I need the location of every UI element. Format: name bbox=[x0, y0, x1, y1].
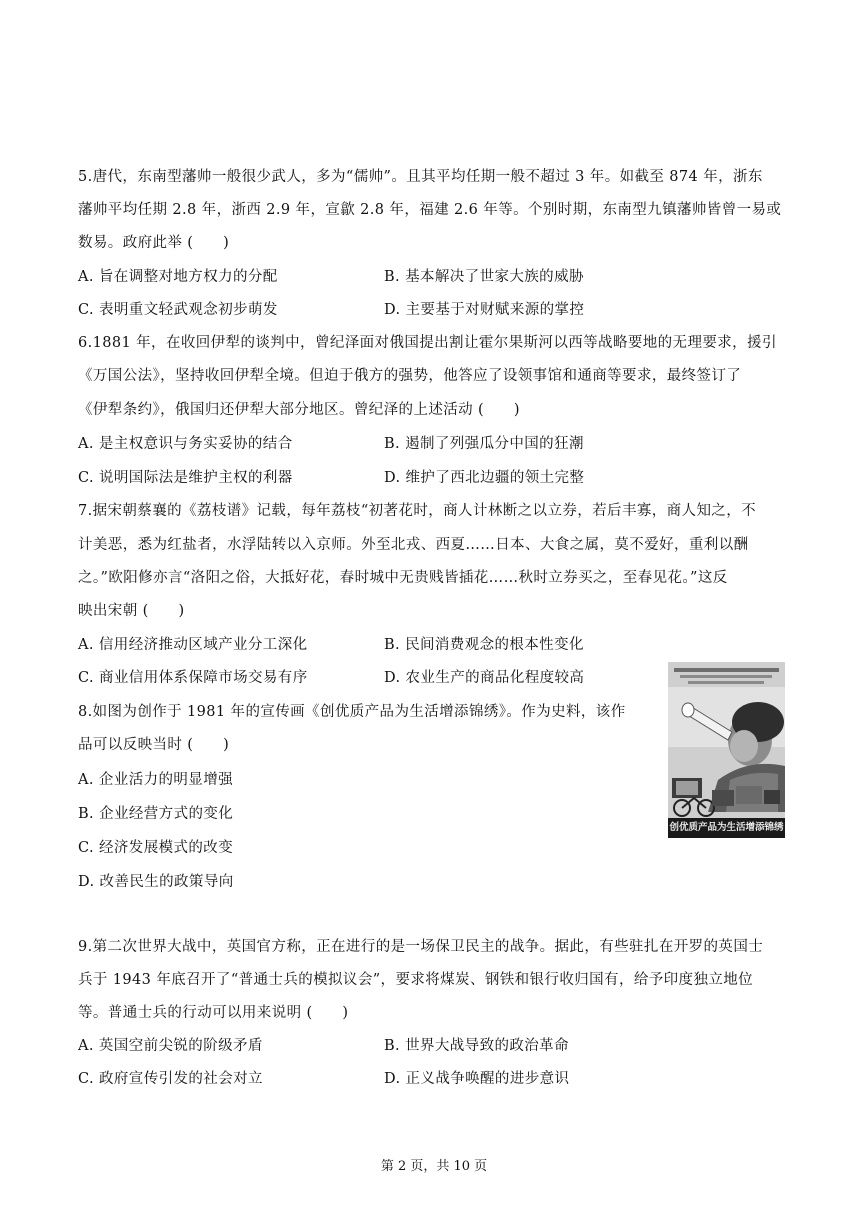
q7-option-d[interactable]: D. 农业生产的商品化程度较高 bbox=[384, 670, 585, 686]
q8-stem-line-2: 品可以反映当时 ( ) bbox=[78, 737, 230, 753]
q9-option-b[interactable]: B. 世界大战导致的政治革命 bbox=[384, 1038, 569, 1054]
q5-option-c[interactable]: C. 表明重文轻武观念初步萌发 bbox=[78, 302, 278, 318]
q8-option-c[interactable]: C. 经济发展模式的改变 bbox=[78, 840, 234, 856]
q5-option-b[interactable]: B. 基本解决了世家大族的威胁 bbox=[384, 269, 584, 285]
q5-stem-line-2: 藩帅平均任期 2.8 年，浙西 2.9 年，宣歙 2.8 年，福建 2.6 年等。个别时期，东南型九镇藩帅皆曾一易或 bbox=[78, 202, 782, 218]
page-number-footer: 第 2 页，共 10 页 bbox=[380, 1159, 488, 1174]
q9-option-d[interactable]: D. 正义战争唤醒的进步意识 bbox=[384, 1071, 570, 1087]
q8-option-b[interactable]: B. 企业经营方式的变化 bbox=[78, 806, 234, 822]
q7-stem-line-1: 7.据宋朝蔡襄的《荔枝谱》记载，每年荔枝“初著花时，商人计林断之以立券，若后丰寡，商人知之，不 bbox=[78, 503, 757, 519]
q7-option-c[interactable]: C. 商业信用体系保障市场交易有序 bbox=[78, 670, 308, 686]
poster-caption: 创优质产品为生活增添锦绣 bbox=[669, 822, 784, 833]
q7-stem-line-2: 计美恶，悉为红盐者，水浮陆转以入京师。外至北戎、西夏……日本、大食之属，莫不爱好，重利以酬 bbox=[78, 537, 749, 553]
q8-stem-line-1: 8.如图为创作于 1981 年的宣传画《创优质产品为生活增添锦绣》。作为史料，该作 bbox=[78, 704, 626, 720]
q6-option-a[interactable]: A. 是主权意识与务实妥协的结合 bbox=[78, 436, 293, 452]
q9-stem-line-2: 兵于 1943 年底召开了“普通士兵的模拟议会”，要求将煤炭、钢铁和银行收归国有，给予印度独立地位 bbox=[78, 972, 754, 988]
q7-stem-line-4: 映出宋朝 ( ) bbox=[78, 603, 185, 619]
q5-option-a[interactable]: A. 旨在调整对地方权力的分配 bbox=[78, 269, 278, 285]
q8-option-d[interactable]: D. 改善民生的政策导向 bbox=[78, 874, 234, 890]
q7-option-a[interactable]: A. 信用经济推动区域产业分工深化 bbox=[78, 637, 308, 653]
q7-option-b[interactable]: B. 民间消费观念的根本性变化 bbox=[384, 637, 584, 653]
propaganda-poster-image bbox=[668, 662, 785, 838]
q5-option-d[interactable]: D. 主要基于对财赋来源的掌控 bbox=[384, 302, 585, 318]
q6-stem-line-2: 《万国公法》，坚持收回伊犁全境。但迫于俄方的强势，他答应了设领事馆和通商等要求，最终签订了 bbox=[78, 368, 742, 384]
q9-option-c[interactable]: C. 政府宣传引发的社会对立 bbox=[78, 1071, 263, 1087]
q9-option-a[interactable]: A. 英国空前尖锐的阶级矛盾 bbox=[78, 1038, 263, 1054]
q5-stem-line-3: 数易。政府此举 ( ) bbox=[78, 235, 230, 251]
q6-option-b[interactable]: B. 遏制了列强瓜分中国的狂潮 bbox=[384, 436, 584, 452]
q6-stem-line-1: 6.1881 年，在收回伊犁的谈判中，曾纪泽面对俄国提出割让霍尔果斯河以西等战略要地的无理要求，援引 bbox=[78, 335, 777, 351]
q7-stem-line-3: 之。”欧阳修亦言“洛阳之俗，大抵好花，春时城中无贵贱皆插花……秋时立券买之，至春见花。”这反 bbox=[78, 570, 728, 586]
q5-stem-line-1: 5.唐代，东南型藩帅一般很少武人，多为“儒帅”。且其平均任期一般不超过 3 年。如截至 874 年，浙东 bbox=[78, 169, 763, 185]
q9-stem-line-1: 9.第二次世界大战中，英国官方称，正在进行的是一场保卫民主的战争。据此，有些驻扎在开罗的英国士 bbox=[78, 939, 764, 955]
q6-stem-line-3: 《伊犁条约》，俄国归还伊犁大部分地区。曾纪泽的上述活动 ( ) bbox=[78, 402, 520, 418]
poster-illustration bbox=[668, 662, 785, 838]
q8-option-a[interactable]: A. 企业活力的明显增强 bbox=[78, 772, 233, 788]
q6-option-d[interactable]: D. 维护了西北边疆的领土完整 bbox=[384, 470, 585, 486]
q9-stem-line-3: 等。普通士兵的行动可以用来说明 ( ) bbox=[78, 1005, 349, 1021]
q6-option-c[interactable]: C. 说明国际法是维护主权的利器 bbox=[78, 470, 293, 486]
